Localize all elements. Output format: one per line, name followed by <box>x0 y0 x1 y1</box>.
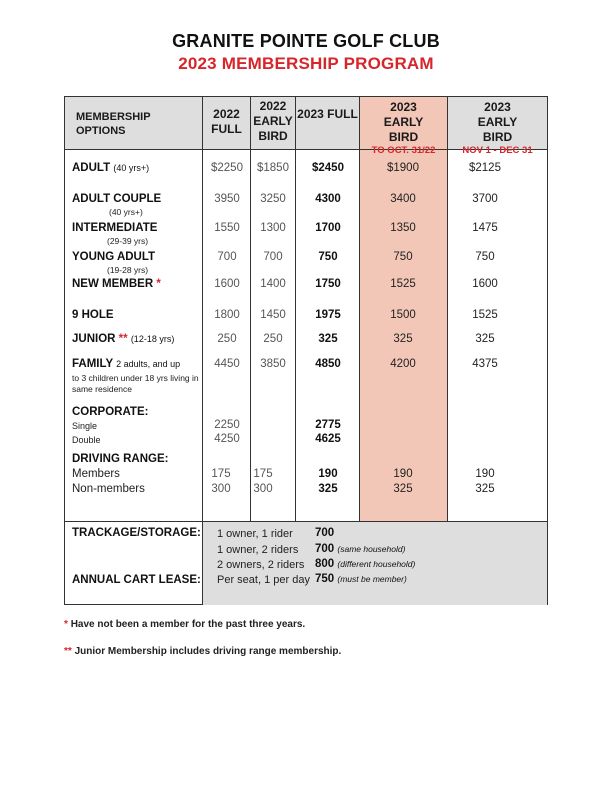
new-member-2022-early: 1400 <box>260 278 286 290</box>
family-2022-full: 4450 <box>214 358 240 370</box>
young-adult-2022-full: 700 <box>217 251 237 263</box>
header-eb2-dates: NOV 1 - DEC 31 <box>462 145 533 156</box>
header-eb1-dates: TO OCT. 31/22 <box>371 145 436 156</box>
row-label-new-member: NEW MEMBER * <box>72 278 161 290</box>
corporate-double-2022-full: 4250 <box>214 433 240 445</box>
adult-couple-age: (40 yrs+) <box>109 207 143 217</box>
storage-line-2-value: 700 (same household) <box>315 543 406 555</box>
header-eb2-label: 2023 EARLY BIRD <box>477 100 518 144</box>
junior-2022-early: 250 <box>263 333 283 345</box>
membership-table <box>64 96 548 605</box>
dr-members-2023-eb1: 190 <box>393 468 413 480</box>
corporate-single-label: Single <box>72 421 98 431</box>
storage-line-3-value: 800 (different household) <box>315 558 416 570</box>
intermediate-age: (29-39 yrs) <box>107 236 149 246</box>
intermediate-2023-eb2: 1475 <box>472 222 498 234</box>
nine-hole-2023-eb1: 1500 <box>390 309 416 321</box>
row-label-adult-couple: ADULT COUPLE <box>72 193 162 205</box>
dr-members-2023-eb2: 190 <box>475 468 495 480</box>
young-adult-2023-eb1: 750 <box>393 251 413 263</box>
row-label-intermediate: INTERMEDIATE <box>72 222 158 234</box>
dr-nonmembers-2023-eb1: 325 <box>393 483 413 495</box>
junior-2023-eb1: 325 <box>393 333 413 345</box>
adult-couple-2023-full: 4300 <box>315 193 341 205</box>
trackage-storage-label: TRACKAGE/STORAGE: <box>72 527 201 539</box>
header-2023-full: 2023 FULL <box>297 107 358 121</box>
col-divider <box>447 97 448 521</box>
cart-lease-value: 750 (must be member) <box>315 573 407 585</box>
family-2022-early: 3850 <box>260 358 286 370</box>
footnote-1: * Have not been a member for the past three years. <box>64 619 306 630</box>
header-membership-options: MEMBERSHIP OPTIONS <box>76 111 151 137</box>
storage-line-1-value: 700 <box>315 527 335 539</box>
intermediate-2022-full: 1550 <box>214 222 240 234</box>
young-adult-2023-eb2: 750 <box>475 251 495 263</box>
adult-2023-full: $2450 <box>312 162 344 174</box>
nine-hole-2023-full: 1975 <box>315 309 341 321</box>
row-label-young-adult: YOUNG ADULT <box>72 251 156 263</box>
young-adult-age: (19-28 yrs) <box>107 265 149 275</box>
storage-line-2-text: 1 owner, 2 riders <box>217 544 299 556</box>
corporate-single-2023-full: 2775 <box>315 419 341 431</box>
corporate-double-label: Double <box>72 435 101 445</box>
row-label-corporate: CORPORATE: <box>72 406 149 418</box>
young-adult-2023-full: 750 <box>318 251 338 263</box>
family-note: to 3 children under 18 yrs living in same residence <box>72 373 199 394</box>
dr-members-2022-early: 175 <box>253 468 273 480</box>
dr-nonmembers-2023-full: 325 <box>318 483 338 495</box>
adult-2022-early: $1850 <box>257 162 289 174</box>
cart-lease-text: Per seat, 1 per day <box>217 574 310 586</box>
dr-members-2023-full: 190 <box>318 468 338 480</box>
dr-nonmembers-2022-full: 300 <box>211 483 231 495</box>
new-member-2022-full: 1600 <box>214 278 240 290</box>
section-divider <box>65 521 547 522</box>
adult-2022-full: $2250 <box>211 162 243 174</box>
family-2023-full: 4850 <box>315 358 341 370</box>
storage-line-3-text: 2 owners, 2 riders <box>217 559 305 571</box>
adult-2023-eb2: $2125 <box>469 162 501 174</box>
intermediate-2023-eb1: 1350 <box>390 222 416 234</box>
adult-couple-2023-eb1: 3400 <box>390 193 416 205</box>
intermediate-2023-full: 1700 <box>315 222 341 234</box>
adult-2023-eb1: $1900 <box>387 162 419 174</box>
driving-range-members-label: Members <box>72 468 120 480</box>
intermediate-2022-early: 1300 <box>260 222 286 234</box>
dr-nonmembers-2023-eb2: 325 <box>475 483 495 495</box>
dr-nonmembers-2022-early: 300 <box>253 483 273 495</box>
header-2022-full: 2022 FULL <box>211 107 242 136</box>
header-2022-early-bird: 2022 EARLY BIRD <box>253 99 293 143</box>
adult-couple-2022-early: 3250 <box>260 193 286 205</box>
corporate-single-2022-full: 2250 <box>214 419 240 431</box>
row-label-driving-range: DRIVING RANGE: <box>72 453 169 465</box>
program-title: 2023 MEMBERSHIP PROGRAM <box>178 54 434 73</box>
row-label-9-hole: 9 HOLE <box>72 309 114 321</box>
junior-2022-full: 250 <box>217 333 237 345</box>
junior-2023-full: 325 <box>318 333 338 345</box>
junior-2023-eb2: 325 <box>475 333 495 345</box>
header-2023-early-bird-1 <box>360 100 447 157</box>
club-title: GRANITE POINTE GOLF CLUB <box>172 31 440 51</box>
row-label-junior: JUNIOR ** (12-18 yrs) <box>72 333 175 345</box>
annual-cart-lease-label: ANNUAL CART LEASE: <box>72 574 201 586</box>
dr-members-2022-full: 175 <box>211 468 231 480</box>
header-eb1-label: 2023 EARLY BIRD <box>383 100 424 144</box>
footnote-2: ** Junior Membership includes driving range membership. <box>64 646 342 657</box>
adult-couple-2023-eb2: 3700 <box>472 193 498 205</box>
header-2023-early-bird-2 <box>448 100 547 157</box>
corporate-double-2023-full: 4625 <box>315 433 341 445</box>
driving-range-nonmembers-label: Non-members <box>72 483 145 495</box>
row-label-adult: ADULT (40 yrs+) <box>72 162 150 174</box>
row-label-family: FAMILY 2 adults, and up <box>72 358 181 370</box>
new-member-2023-eb2: 1600 <box>472 278 498 290</box>
storage-line-1-text: 1 owner, 1 rider <box>217 528 293 540</box>
new-member-2023-full: 1750 <box>315 278 341 290</box>
col-divider <box>359 97 360 521</box>
family-2023-eb1: 4200 <box>390 358 416 370</box>
nine-hole-2022-early: 1450 <box>260 309 286 321</box>
new-member-2023-eb1: 1525 <box>390 278 416 290</box>
family-2023-eb2: 4375 <box>472 358 498 370</box>
nine-hole-2023-eb2: 1525 <box>472 309 498 321</box>
young-adult-2022-early: 700 <box>263 251 283 263</box>
adult-couple-2022-full: 3950 <box>214 193 240 205</box>
nine-hole-2022-full: 1800 <box>214 309 240 321</box>
